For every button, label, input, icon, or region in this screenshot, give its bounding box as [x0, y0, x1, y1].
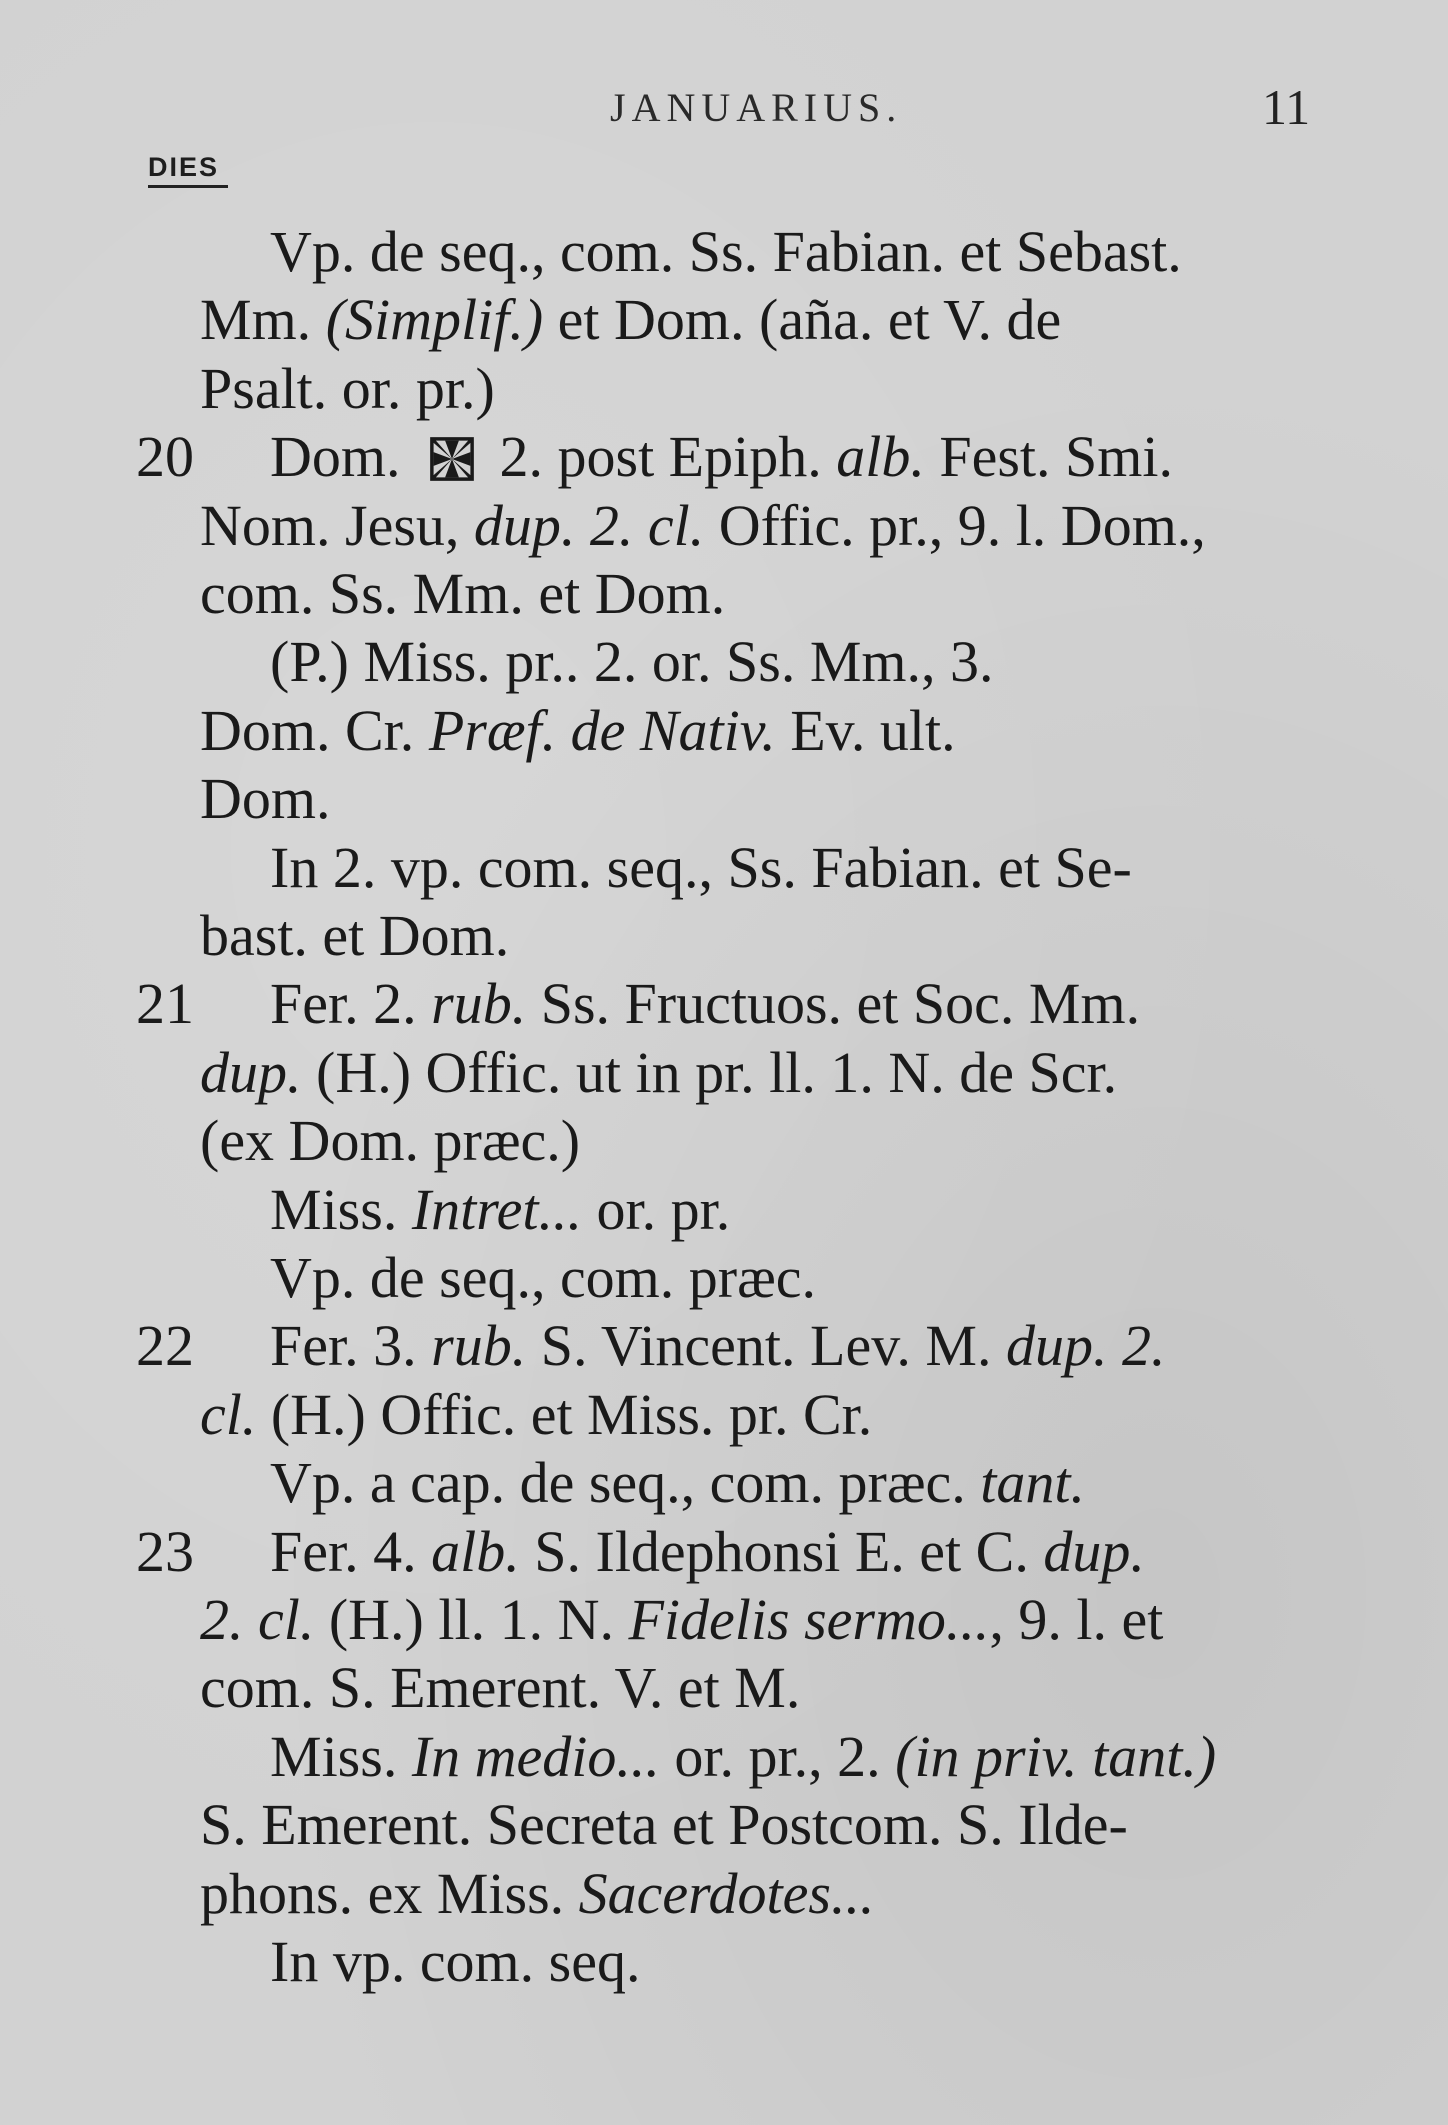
day-number: 21	[136, 971, 194, 1037]
line-text: Miss. In medio... or. pr., 2. (in priv. tant.)	[270, 1723, 1217, 1789]
line-text: Dom. Cr. Præf. de Nativ. Ev. ult.	[200, 697, 956, 763]
italic-text: Sacerdotes...	[578, 1860, 875, 1926]
italic-text: In medio...	[411, 1723, 660, 1789]
page-number: 11	[1262, 79, 1311, 135]
line-text: com. Ss. Mm. et Dom.	[200, 561, 726, 626]
italic-text: dup.	[1043, 1518, 1145, 1584]
italic-text: dup. 2.	[1006, 1313, 1166, 1379]
cross-icon	[429, 436, 475, 482]
line-text: S. Emerent. Secreta et Postcom. S. Ilde-	[200, 1792, 1128, 1858]
line-text: 2. cl. (H.) ll. 1. N. Fidelis sermo..., 9. l. et	[200, 1587, 1164, 1652]
italic-text: (in priv. tant.)	[895, 1723, 1217, 1789]
line-text: Miss. Intret... or. pr.	[270, 1176, 731, 1242]
italic-text: dup.	[200, 1039, 302, 1105]
line-text: Fer. 4. alb. S. Ildephonsi E. et C. dup.	[270, 1518, 1145, 1584]
line-text: In 2. vp. com. seq., Ss. Fabian. et Se-	[270, 834, 1132, 900]
page-title: JANUARIUS.	[610, 85, 903, 130]
italic-text: cl.	[200, 1381, 257, 1447]
line-text: Fer. 3. rub. S. Vincent. Lev. M. dup. 2.	[270, 1313, 1166, 1379]
italic-text: (Simplif.)	[325, 287, 544, 353]
italic-text: alb.	[431, 1518, 520, 1584]
italic-text: tant.	[980, 1450, 1086, 1516]
line-text: Fer. 2. rub. Ss. Fructuos. et Soc. Mm.	[270, 971, 1141, 1037]
line-text: Vp. de seq., com. præc.	[270, 1245, 817, 1310]
italic-text: dup. 2. cl.	[473, 492, 705, 558]
line-text: Psalt. or. pr.)	[200, 355, 495, 421]
line-text: (P.) Miss. pr.. 2. or. Ss. Mm., 3.	[270, 629, 994, 695]
italic-text: rub.	[431, 971, 527, 1037]
day-number: 22	[136, 1313, 194, 1379]
line-text: Dom.	[200, 766, 331, 832]
line-text: (ex Dom. præc.)	[200, 1108, 581, 1174]
line-text: Vp. a cap. de seq., com. præc. tant.	[270, 1450, 1086, 1516]
line-text: dup. (H.) Offic. ut in pr. ll. 1. N. de Scr.	[200, 1039, 1118, 1105]
line-text: cl. (H.) Offic. et Miss. pr. Cr.	[200, 1381, 873, 1447]
line-text: Nom. Jesu, dup. 2. cl. Offic. pr., 9. l. Dom.,	[200, 492, 1206, 558]
italic-text: Intret...	[411, 1176, 583, 1242]
column-label: DIES	[148, 152, 228, 188]
line-text: phons. ex Miss. Sacerdotes...	[200, 1860, 875, 1926]
running-head	[0, 78, 1448, 138]
line-text: com. S. Emerent. V. et M.	[200, 1655, 801, 1721]
day-number: 23	[136, 1518, 194, 1584]
line-text: Vp. de seq., com. Ss. Fabian. et Sebast.	[270, 219, 1182, 284]
italic-text: 2. cl.	[200, 1587, 315, 1652]
day-number: 20	[136, 424, 194, 490]
italic-text: Fidelis sermo...	[628, 1587, 990, 1652]
italic-text: Præf. de Nativ.	[428, 697, 776, 763]
italic-text: rub.	[431, 1313, 527, 1379]
line-text: In vp. com. seq.	[270, 1929, 641, 1994]
italic-text: alb.	[836, 424, 925, 490]
line-text: Mm. (Simplif.) et Dom. (aña. et V. de	[200, 287, 1062, 353]
line-text: bast. et Dom.	[200, 903, 510, 968]
line-text: Dom. 2. post Epiph. alb. Fest. Smi.	[270, 424, 1174, 490]
